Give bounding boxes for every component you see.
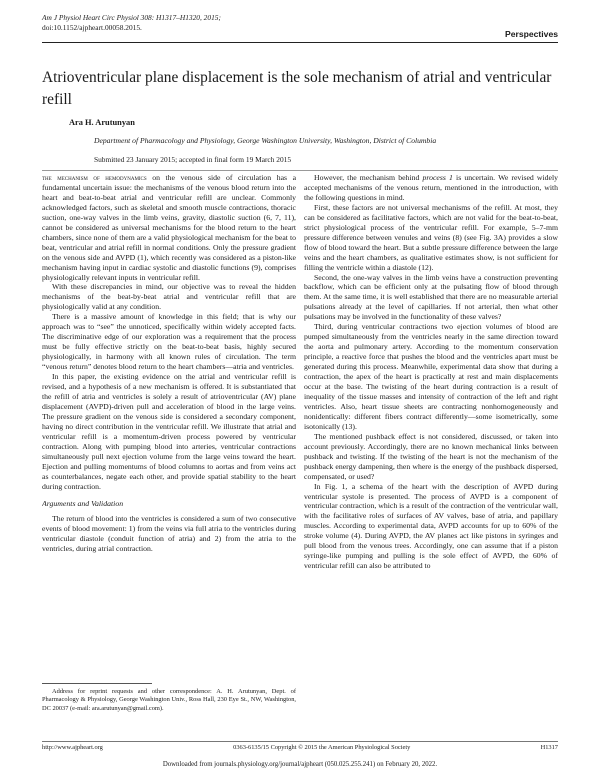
journal-citation — [42, 13, 221, 32]
correspondence-footnote: Address for reprint requests and other correspondence: A. H. Arutunyan, Dept. of Pharmacology & Physiology, George Washington Univ., Ross Hall, 230 Eye St., NW, Washington, DC 20037 (e-mail: ara.arutunyan@gmail.com). — [42, 688, 296, 712]
author-affiliation: Department of Pharmacology and Physiology, George Washington University, Washington, District of Columbia — [94, 136, 437, 145]
paragraph: In Fig. 1, a schema of the heart with the description of AVPD during ventricular systole is presented. The process of AVPD is a component of ventricular contraction, which is a result of the contraction of the ventricular wall, with the facilitative roles of surfaces of AV valves, base of atria, and papillary muscles. According to experimental data, AVPD accounts for up to 60% of the stroke volume (4). During AVPD, the AV planes act like pistons in syringes and pull blood from the venous trees. Accordingly, one can assume that if a piston syringe-like pumping and pulling is the sole effect of AVPD, the 60% of ventricular refill can also be attributed to — [304, 481, 558, 571]
author-name: Ara H. Arutunyan — [69, 118, 135, 127]
lead-in-smallcaps: the mechanism of hemodynamics — [42, 173, 147, 182]
italic-term: process 1 — [422, 173, 453, 182]
paragraph: There is a massive amount of knowledge in this field; that is why our approach was to “see” the unnoticed, specifically within widely accepted facts. The discriminative edge of our exploration was a requirement that the process must be fully effective strictly on the beat-to-beat basis, highly secured physiologically, in harmony with all known rules of circulation. The term “venous return” denotes blood return to the heart chambers—atria and ventricles. — [42, 312, 296, 372]
footnote-rule — [42, 683, 152, 684]
paragraph-text: is uncertain. We revised widely accepted mechanisms of the venous return, mentioned in the introduction, with the following questions in mind. — [304, 173, 558, 202]
left-column — [42, 173, 296, 738]
paragraph: The return of blood into the ventricles is considered a sum of two consecutive events of blood movement: 1) from the veins via full atria to the ventricles during ventricular diastole (conduit function of atria) and 2) from the atria to the ventricles, during atrial contraction. — [42, 514, 296, 554]
paragraph-text: However, the mechanism behind — [314, 173, 423, 182]
footer-rule — [42, 741, 558, 742]
paragraph: Third, during ventricular contractions two ejection volumes of blood are pumped simultaneously from the ventricles nearly in the same direction toward the aorta and pulmonary artery. According to the momentum conservation principle, a reactive force that pushes the blood and the ventricles apart must be generated during this process. Meanwhile, experimental data show that during a contraction, the apex of the heart is practically at rest and main displacements occur at the base. The twisting of the heart during contraction is a result of inequality of the tissue masses and intensity of contraction of the left and right ventricles. Also, heart tissue sheets are contracting nonhomogeneously and nonidentically: different fibers contract differently—some isometrically, some isotonically (13). — [304, 322, 558, 431]
header-rule — [42, 42, 558, 43]
article-title: Atrioventricular plane displacement is the sole mechanism of atrial and ventricular refill — [42, 69, 552, 108]
paragraph: In this paper, the existing evidence on the atrial and ventricular refill is revised, and a hypothesis of a new mechanism is offered. It is substantiated that the refill of atria and ventricles is solely a result of atrioventricular (AV) plane displacement (AVPD)-driven pull and acceleration of blood in the large veins. The pressure gradient on the venous side is considered a secondary component, having no direct contribution in the ventricular refill. We illustrate that atrial and ventricular refill is a momentum-driven process powered by ventricular contraction. Along with pumping blood into arteries, ventricular contractions simultaneously pull next ejection volume from the large veins toward the heart. Ejection and pulling momentums of blood columns to aortas and from veins act as counterbalances, negate each other, and provide spatial stability to the heart during contraction. — [42, 372, 296, 491]
paragraph-text: on the venous side of circulation has a fundamental uncertain issue: the mechanisms of the venous blood return into the heart and beat-to-beat atrial and ventricular refill are unclear. Commonly acknowledged factors, such as skeletal and smooth muscle contractions, thoracic suction, one-way valves in the limb veins, gravity, diastolic suction (6, 7, 11), cannot be considered as universal mechanisms for the blood return to the heart chambers, since none of them are a valid physiological mechanism for the beat to beat, ventricular and atrial refill in normal conditions. Only the pressure gradient on the venous side and AVPD (1), which recently was considered as a piston-like mechanism having input in cardiac systolic and diastolic functions (9), comprises physiologically relevant inputs in ventricular refill. — [42, 173, 296, 282]
paragraph — [304, 173, 558, 203]
doi-line: doi:10.1152/ajpheart.00058.2015. — [42, 22, 142, 32]
journal-url-link[interactable]: http://www.ajpheart.org — [42, 744, 103, 751]
paragraph: First, these factors are not universal mechanisms of the refill. At most, they can be considered as facilitative factors, which are not valid for the beat-to-beat, strict physiological process of the ventricular refill. For example, 5–7-mm pressure difference between venules and veins (8) (see Fig. 3A) provides a slow flow of blood toward the heart. But a subtle pressure difference between the large veins and the heart chambers, as qualitative estimates show, is not sufficient for filling the ventricle within a diastole (12). — [304, 202, 558, 272]
page-number: H1317 — [540, 744, 558, 751]
download-watermark: Downloaded from journals.physiology.org/journal/ajpheart (050.025.255.241) on February 20, 2022. — [162, 761, 438, 768]
title-rule — [42, 170, 558, 171]
paragraph: Second, the one-way valves in the limb veins have a construction preventing backflow, which can be efficient only at the pulsating flow of blood through them. At the same time, it is well established that there are no measurable arterial pulsations already at the level of capillaries. If not arterial, then what other pulsations may be involved in the functionality of these valves? — [304, 272, 558, 322]
submission-dates: Submitted 23 January 2015; accepted in final form 19 March 2015 — [94, 155, 292, 164]
section-heading: Arguments and Validation — [42, 498, 124, 508]
section-label: Perspectives — [504, 29, 558, 39]
paragraph: The mentioned pushback effect is not considered, discussed, or taken into account previously. Accordingly, there are no known mechanical links between pushback and twisting. If the twisting of the heart is not the mechanism of the pushback energy dampening, then where is the energy of the pushback dispersed, compensated, or used? — [304, 431, 558, 481]
paragraph — [42, 173, 296, 282]
copyright-notice: 0363-6135/15 Copyright © 2015 the American Physiological Society — [233, 744, 411, 751]
journal-line: Am J Physiol Heart Circ Physiol 308: H1317–H1320, 2015; — [42, 13, 221, 22]
paragraph: With these discrepancies in mind, our objective was to reveal the hidden mechanisms of the beat-by-beat atrial and ventricular refill that are physiologically valid at any condition. — [42, 282, 296, 312]
right-column — [304, 173, 558, 738]
page-footer — [42, 744, 558, 751]
